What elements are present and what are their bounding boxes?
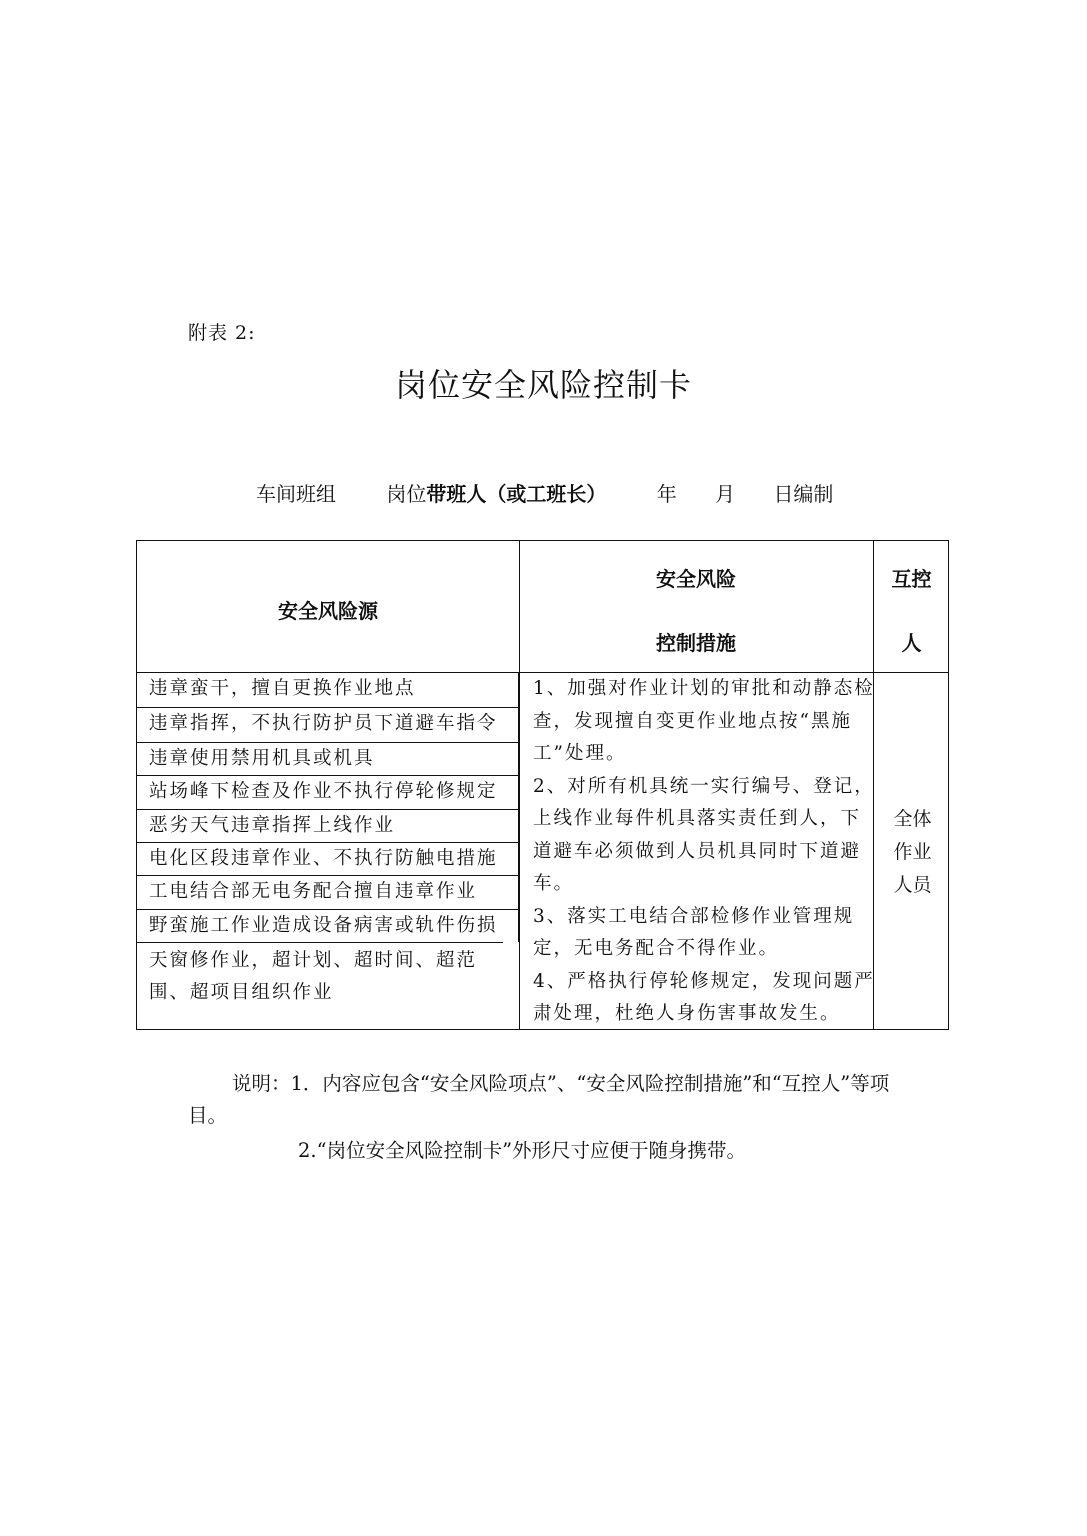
measure-item: 4、严格执行停轮修规定，发现问题严肃处理，杜绝人身伤害事故发生。 [533,970,875,1024]
header-measures-line2: 控制措施 [656,631,736,655]
header-risk-source: 安全风险源 [278,599,378,623]
risk-control-table [136,540,949,1030]
workshop-group-label: 车间班组 [256,482,336,506]
header-mutual-line2: 人 [901,631,922,655]
risk-item: 违章蛮干，擅自更换作业地点 [137,673,519,707]
risk-item: 工电结合部无电务配合擅自违章作业 [137,875,519,909]
mutual-control-line: 全体 [893,808,932,830]
note-2: 2.“岗位安全风险控制卡”外形尺寸应便于随身携带。 [298,1139,747,1162]
risk-item: 违章指挥，不执行防护员下道避车指令 [137,707,519,742]
mutual-control-persons [875,803,950,902]
measure-item: 1、加强对作业计划的审批和动静态检查，发现擅自变更作业地点按“黑施工”处理。 [533,678,875,764]
post-prefix-label: 岗位 [386,482,427,506]
measure-item: 3、落实工电结合部检修作业管理规定，无电务配合不得作业。 [533,905,855,959]
control-measures [533,673,875,1031]
column-divider-1 [519,541,520,1029]
header-measures-line1: 安全风险 [656,567,736,591]
year-label: 年 [656,482,677,506]
info-line [256,478,833,507]
risk-item: 天窗修作业，超计划、超时间、超范围、超项目组织作业 [137,942,503,1028]
mutual-control-line: 人员 [893,874,932,896]
page-title: 岗位安全风险控制卡 [394,366,692,404]
post-name: 带班人（或工班长） [426,482,607,506]
risk-item: 野蛮施工作业造成设备病害或轨件伤损 [137,909,519,942]
mutual-control-line: 作业 [893,841,932,863]
risk-item: 站场峰下检查及作业不执行停轮修规定 [137,775,519,809]
risk-item: 违章使用禁用机具或机具 [137,742,519,775]
risk-item: 恶劣天气违章指挥上线作业 [137,809,519,842]
month-label: 月 [715,482,736,506]
compiled-label: 日编制 [773,482,834,506]
note-1: 说明：1．内容应包含“安全风险项点”、“安全风险控制措施”和“互控人”等项目。 [188,1072,890,1127]
risk-item: 电化区段违章作业、不执行防触电措施 [137,842,519,875]
attachment-label: 附表 2: [188,322,256,344]
notes [188,1068,908,1132]
header-mutual-line1: 互控 [891,567,932,591]
risk-source-list [137,673,519,1028]
measure-item: 2、对所有机具统一实行编号、登记，上线作业每件机具落实责任到人，下道避车必须做到人员机具同时下道避车。 [533,775,875,894]
